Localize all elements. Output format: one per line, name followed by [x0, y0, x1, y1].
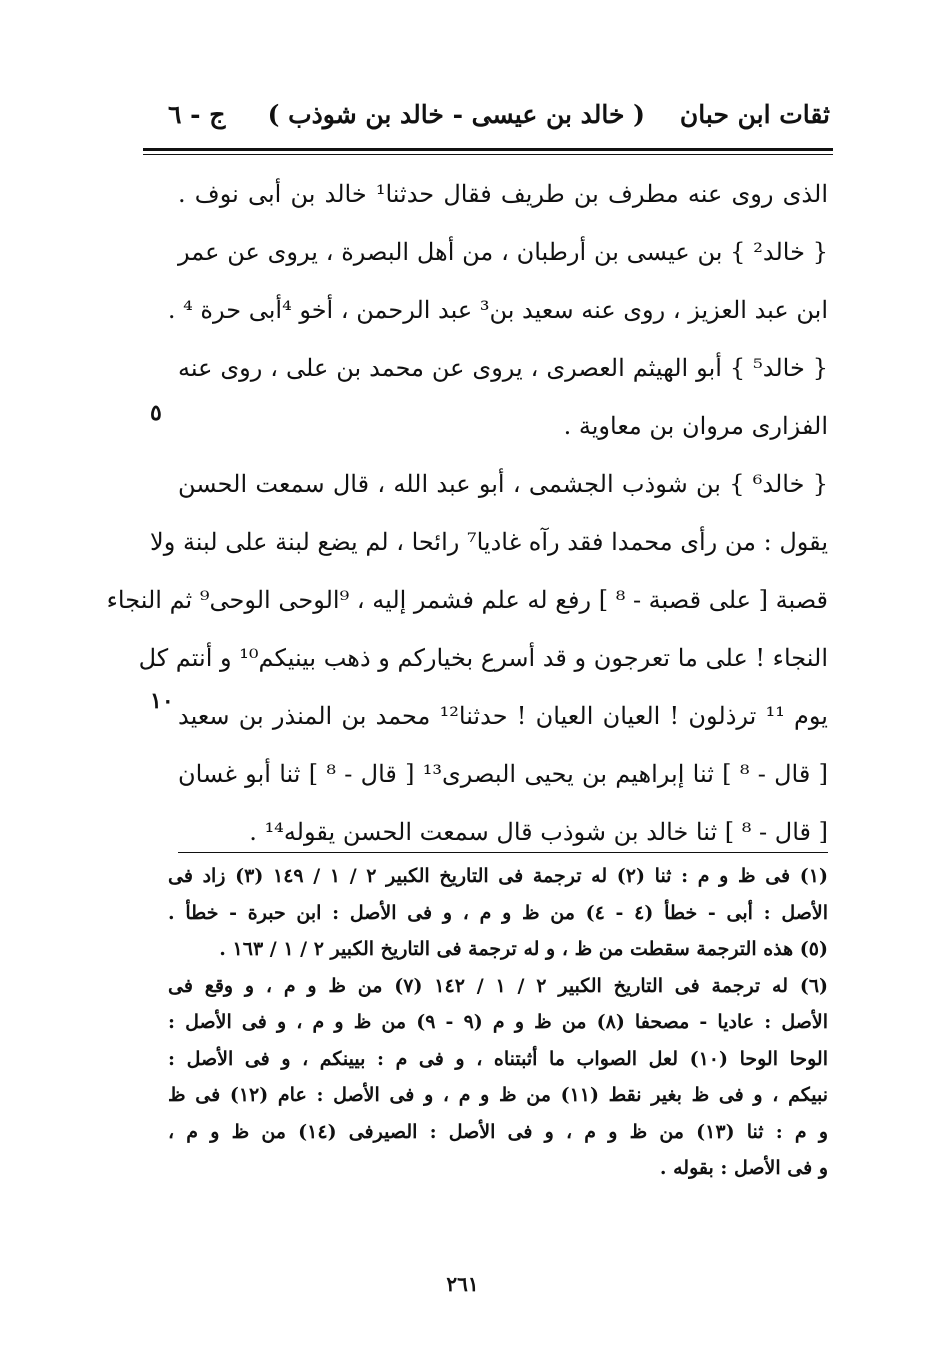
page-number: ٢٦١ — [446, 1272, 479, 1296]
text-line: ابن عبد العزيز ، روى عنه سعيد بن³ عبد الرحمن ، أخو ⁴أبى حرة ⁴ . — [167, 296, 828, 324]
text-line: النجاء ! على ما تعرجون و قد أسرع بخياركم و ذهب بينيكم¹⁰ و أنتم كل — [138, 644, 828, 672]
line-number-5: ٥ — [150, 400, 162, 426]
footnote-line: (٦) له ترجمة فى التاريخ الكبير ٢ / ١ / ١٤٢ (٧) من ظ و م ، و وقع فى — [168, 974, 829, 997]
book-title: ثقات ابن حبان — [679, 100, 830, 129]
header-rule-thin — [143, 154, 833, 155]
text-line: { خالد² } بن عيسى بن أرطبان ، من أهل البصرة ، يروى عن عمر — [178, 238, 828, 266]
footnote-line: و م : ثنا (١٣) من ظ و م ، و فى الأصل : الصيرفى (١٤) من ظ و م ، — [168, 1120, 828, 1143]
header-rule-thick — [143, 148, 833, 151]
footnote-line: (٥) هذه الترجمة سقطت من ظ ، و له ترجمة فى التاريخ الكبير ٢ / ١ / ١٦٣ . — [219, 938, 828, 960]
text-line: قصبة [ على قصبة - ⁸ ] رفع له علم فشمر إليه ، ⁹الوحى الوحى⁹ ثم النجاء — [106, 586, 828, 614]
text-line: { خالد⁶ } بن شوذب الجشمى ، أبو عبد الله ، قال سمعت الحسن — [178, 470, 828, 498]
footnote-line: الأصل : عاديا - مصحفا (٨) من ظ و م (٩ - ٩) من ظ و م ، و فى الأصل : — [168, 1011, 828, 1033]
text-line: [ قال - ⁸ ] ثنا خالد بن شوذب قال سمعت الحسن يقوله¹⁴ . — [249, 818, 828, 846]
running-header — [150, 100, 830, 140]
footnote-line: (١) فى ظ و م : ثنا (٢) له ترجمة فى التاريخ الكبير ٢ / ١ / ١٤٩ (٣) زاد فى — [168, 865, 828, 887]
volume-number: ج - ٦ — [168, 100, 226, 129]
footnote-rule — [178, 852, 828, 853]
footnote-line: الوحا الوحا (١٠) لعل الصواب ما أثبتناه ، و فى م : بيينكم ، و فى الأصل : — [168, 1047, 828, 1070]
footnotes — [168, 858, 828, 1187]
text-line: يقول : من رأى محمدا فقد رآه غاديا⁷ رائحا ، لم يضع لبنة على لبنة ولا — [150, 528, 828, 556]
text-line: [ قال - ⁸ ] ثنا إبراهيم بن يحيى البصرى¹³ [ قال - ⁸ ] ثنا أبو غسان — [178, 760, 828, 788]
section-subject: ( خالد بن عيسى - خالد بن شوذب ) — [267, 100, 645, 129]
footnote-line: و فى الأصل : بقوله . — [659, 1157, 828, 1179]
text-line: الذى روى عنه مطرف بن طريف فقال حدثنا¹ خالد بن أبى نوف . — [178, 180, 828, 208]
text-line: الفزارى مروان بن معاوية . — [563, 412, 828, 440]
text-line: { خالد⁵ } أبو الهيثم العصرى ، يروى عن محمد بن على ، روى عنه — [178, 354, 828, 382]
text-line: يوم ¹¹ ترذلون ! العيان العيان ! حدثنا¹² محمد بن المنذر بن سعيد — [178, 702, 828, 730]
footnote-line: نبيكم ، و فى ظ بغير نقط (١١) من ظ و م ، و فى الأصل : عام (١٢) فى ظ — [168, 1084, 828, 1106]
line-number-10: ١٠ — [150, 688, 174, 714]
footnote-line: الأصل : أبى - خطأ (٤ - ٤) من ظ و م ، و فى الأصل : ابن حبرة - خطأ . — [168, 901, 829, 924]
